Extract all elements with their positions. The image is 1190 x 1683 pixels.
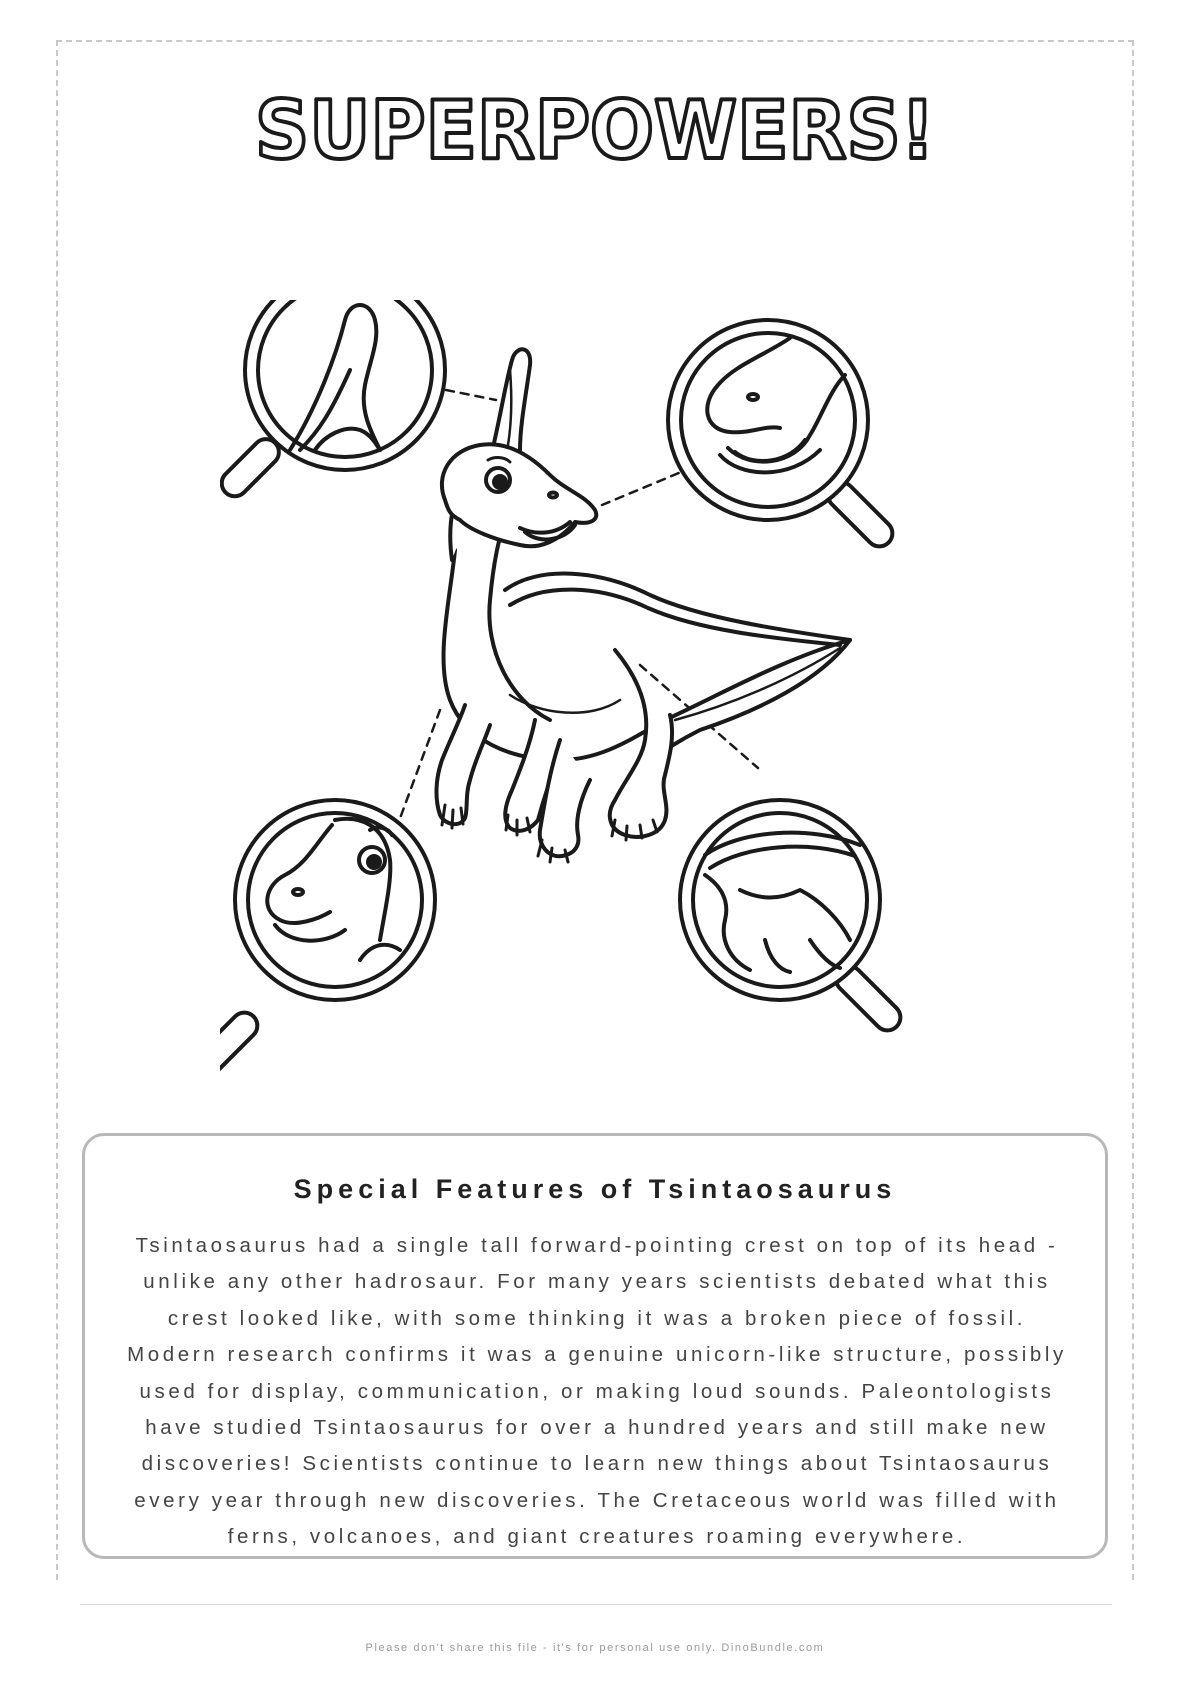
page-title-svg xyxy=(215,80,975,180)
page-title: SUPERPOWERS! xyxy=(255,84,935,177)
magnifier-crest-icon xyxy=(220,300,445,502)
dinosaur-illustration xyxy=(220,300,980,1120)
features-heading: Special Features of Tsintaosaurus xyxy=(293,1174,897,1204)
footer-divider xyxy=(80,1604,1112,1605)
special-features-box xyxy=(82,1133,1108,1559)
magnifier-head-icon xyxy=(220,800,435,1082)
features-description: Tsintaosaurus had a single tall forward-pointing crest on top of its head - unlike any other hadrosaur. For many years scientists debated what this crest looked like, with some thinking it was a broken piece of fossil. Modern research confirms it was a genuine unicorn-like structure, possibly used for display, communication, or making loud sounds. Paleontologists have studied Tsintaosaurus for over a hundred years and still make new discoveries! Scientists continue to learn new things about Tsintaosaurus every year through new discoveries. The Cretaceous world was filled with ferns, volcanoes, and giant creatures roaming everywhere. xyxy=(127,1234,1067,1549)
footer-copyright-note: Please don't share this file - it's for personal use only. DinoBundle.com xyxy=(365,1642,825,1654)
magnifier-mouth-icon xyxy=(668,320,898,552)
magnifier-belly-icon xyxy=(680,800,906,1036)
title-block xyxy=(0,80,1190,180)
dinosaur-coloring-art xyxy=(220,300,980,1120)
